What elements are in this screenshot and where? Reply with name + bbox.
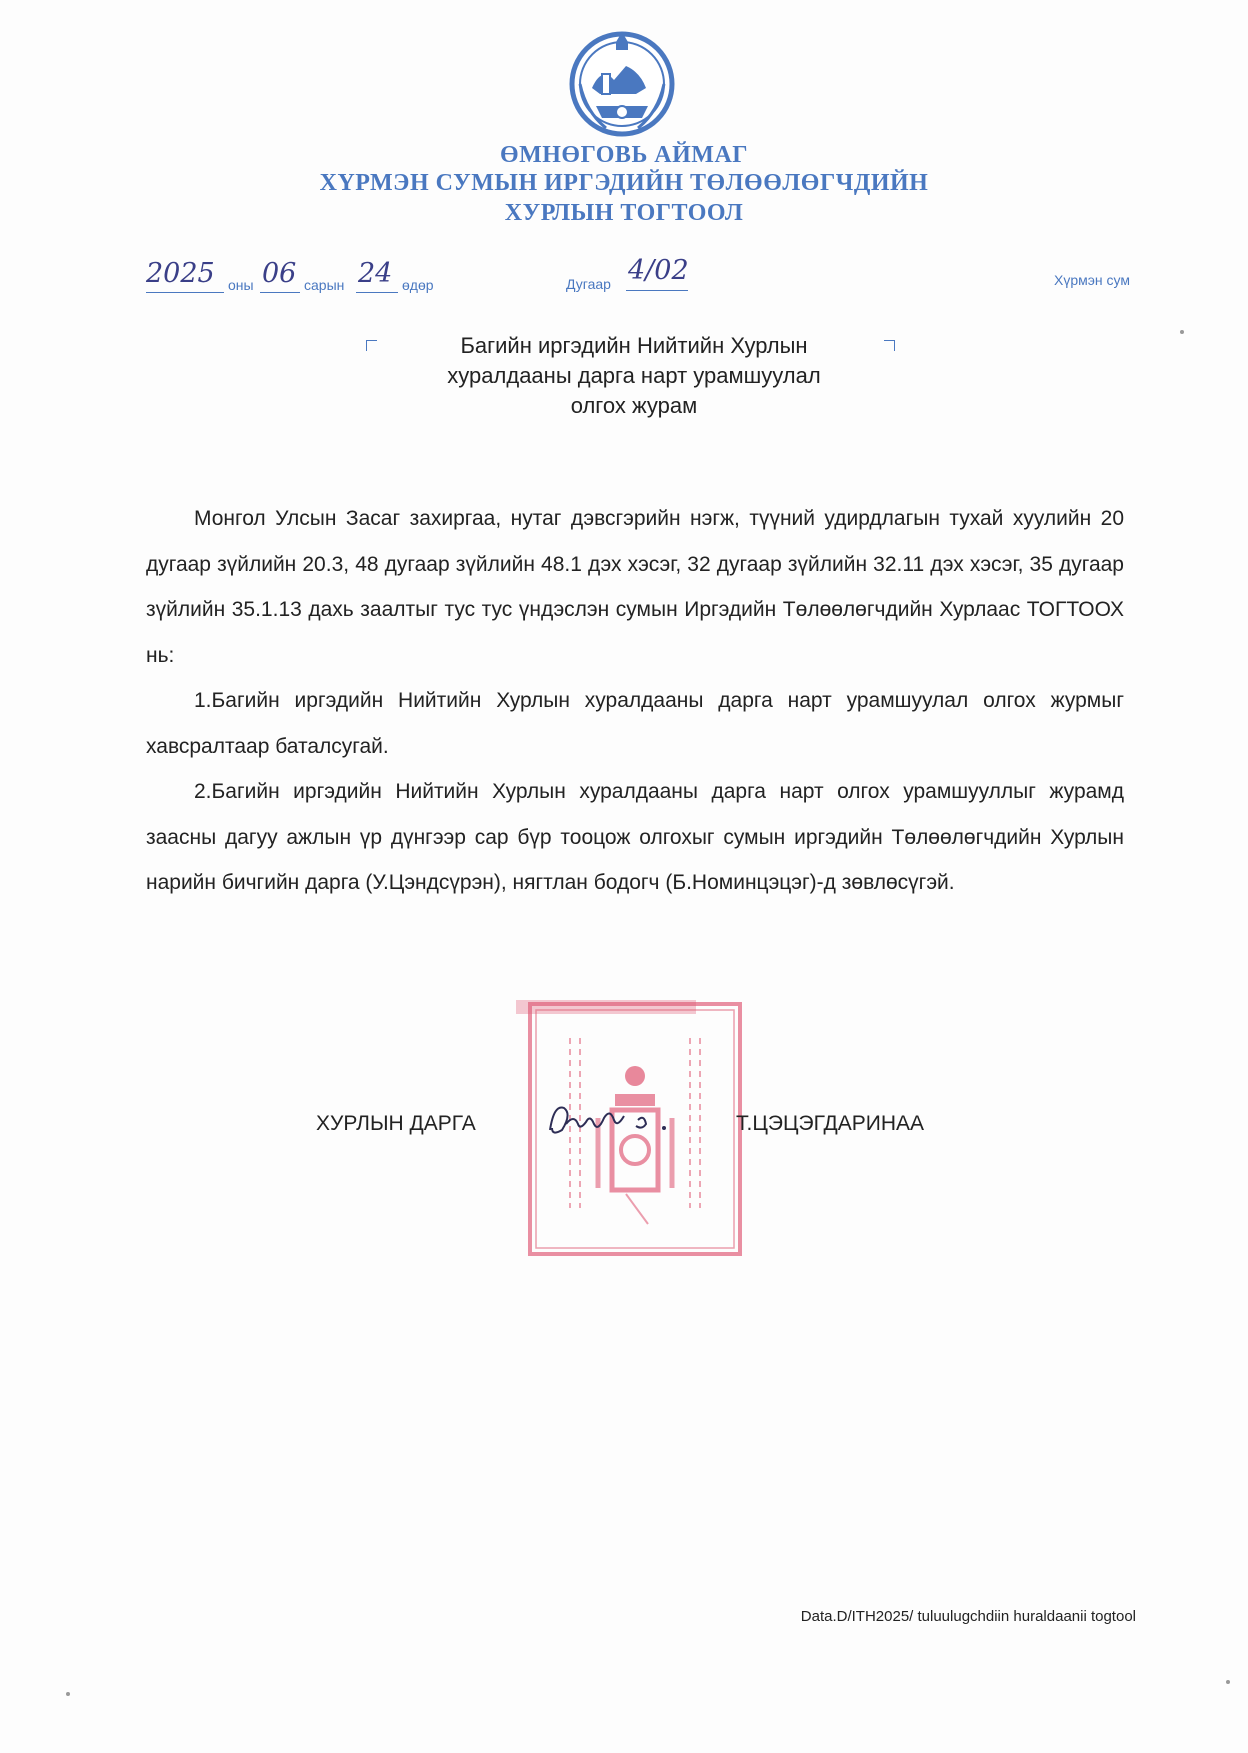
day-underline: [356, 292, 398, 293]
file-path-footer: Data.D/ITH2025/ tuluulugchdiin huraldaanii togtool: [800, 1608, 1136, 1625]
title-line-3: олгох журам: [570, 393, 698, 418]
year-suffix: оны: [228, 277, 254, 293]
chair-name: Т.ЦЭЦЭГДАРИНАА: [736, 1112, 925, 1135]
header-council: ХҮРМЭН СУМЫН ИРГЭДИЙН ТӨЛӨӨЛӨГЧДИЙН: [319, 170, 929, 196]
body-paragraph-item-1: 1.Багийн иргэдийн Нийтийн Хурлын хуралдааны дарга нарт урамшуулал олгох журмыг хавсралтаар баталсугай.: [146, 689, 1124, 758]
month-underline: [260, 292, 300, 293]
place-label: Хүрмэн сум: [1054, 272, 1130, 288]
scan-speck: [1180, 330, 1184, 334]
body-paragraph-preamble: Монгол Улсын Засаг захиргаа, нутаг дэвсгэрийн нэгж, түүний удирдлагын тухай хуулийн 20 дугаар зүйлийн 20.3, 48 дугаар зүйлийн 48.1 дэх хэсэг, 32 дугаар зүйлийн 32.11 дэх хэсэг, 35 дугаар зүйлийн 35.1.13 дахь заалтыг тус тус үндэслэн сумын Иргэдийн Төлөөлөгчдийн Хурлаас ТОГТООХ нь:: [146, 507, 1124, 667]
number-underline: [626, 290, 688, 291]
document-body: [146, 496, 1124, 906]
resolution-number: 4/02: [628, 255, 689, 286]
scan-speck: [1226, 1680, 1230, 1684]
header-resolution: ХУРЛЫН ТОГТООЛ: [504, 200, 744, 226]
document-title: [360, 331, 908, 421]
header-aimag: ӨМНӨГОВЬ АЙМАГ: [499, 142, 749, 168]
handwritten-signature-icon: [544, 1094, 674, 1144]
chair-title: ХУРЛЫН ДАРГА: [316, 1112, 476, 1135]
month-suffix: сарын: [304, 277, 345, 293]
date-year: 2025: [146, 258, 215, 289]
day-suffix: өдөр: [402, 277, 434, 293]
date-month: 06: [262, 258, 297, 289]
title-line-2: хуралдааны дарга нарт урамшуулал: [447, 363, 821, 388]
date-day: 24: [358, 258, 393, 289]
year-underline: [146, 292, 224, 293]
number-label: Дугаар: [566, 276, 611, 292]
title-line-1: Багийн иргэдийн Нийтийн Хурлын: [460, 333, 808, 358]
state-emblem-icon: [566, 26, 678, 138]
scan-speck: [66, 1692, 70, 1696]
body-paragraph-item-2: 2.Багийн иргэдийн Нийтийн Хурлын хуралдааны дарга нарт олгох урамшууллыг журамд заасны дагуу ажлын үр дүнгээр сар бүр тооцож олгохыг сумын иргэдийн Төлөөлөгчдийн Хурлын нарийн бичгийн дарга (У.Цэндсүрэн), нягтлан бодогч (Б.Номинцэцэг)-д зөвлөсүгэй.: [146, 780, 1124, 894]
